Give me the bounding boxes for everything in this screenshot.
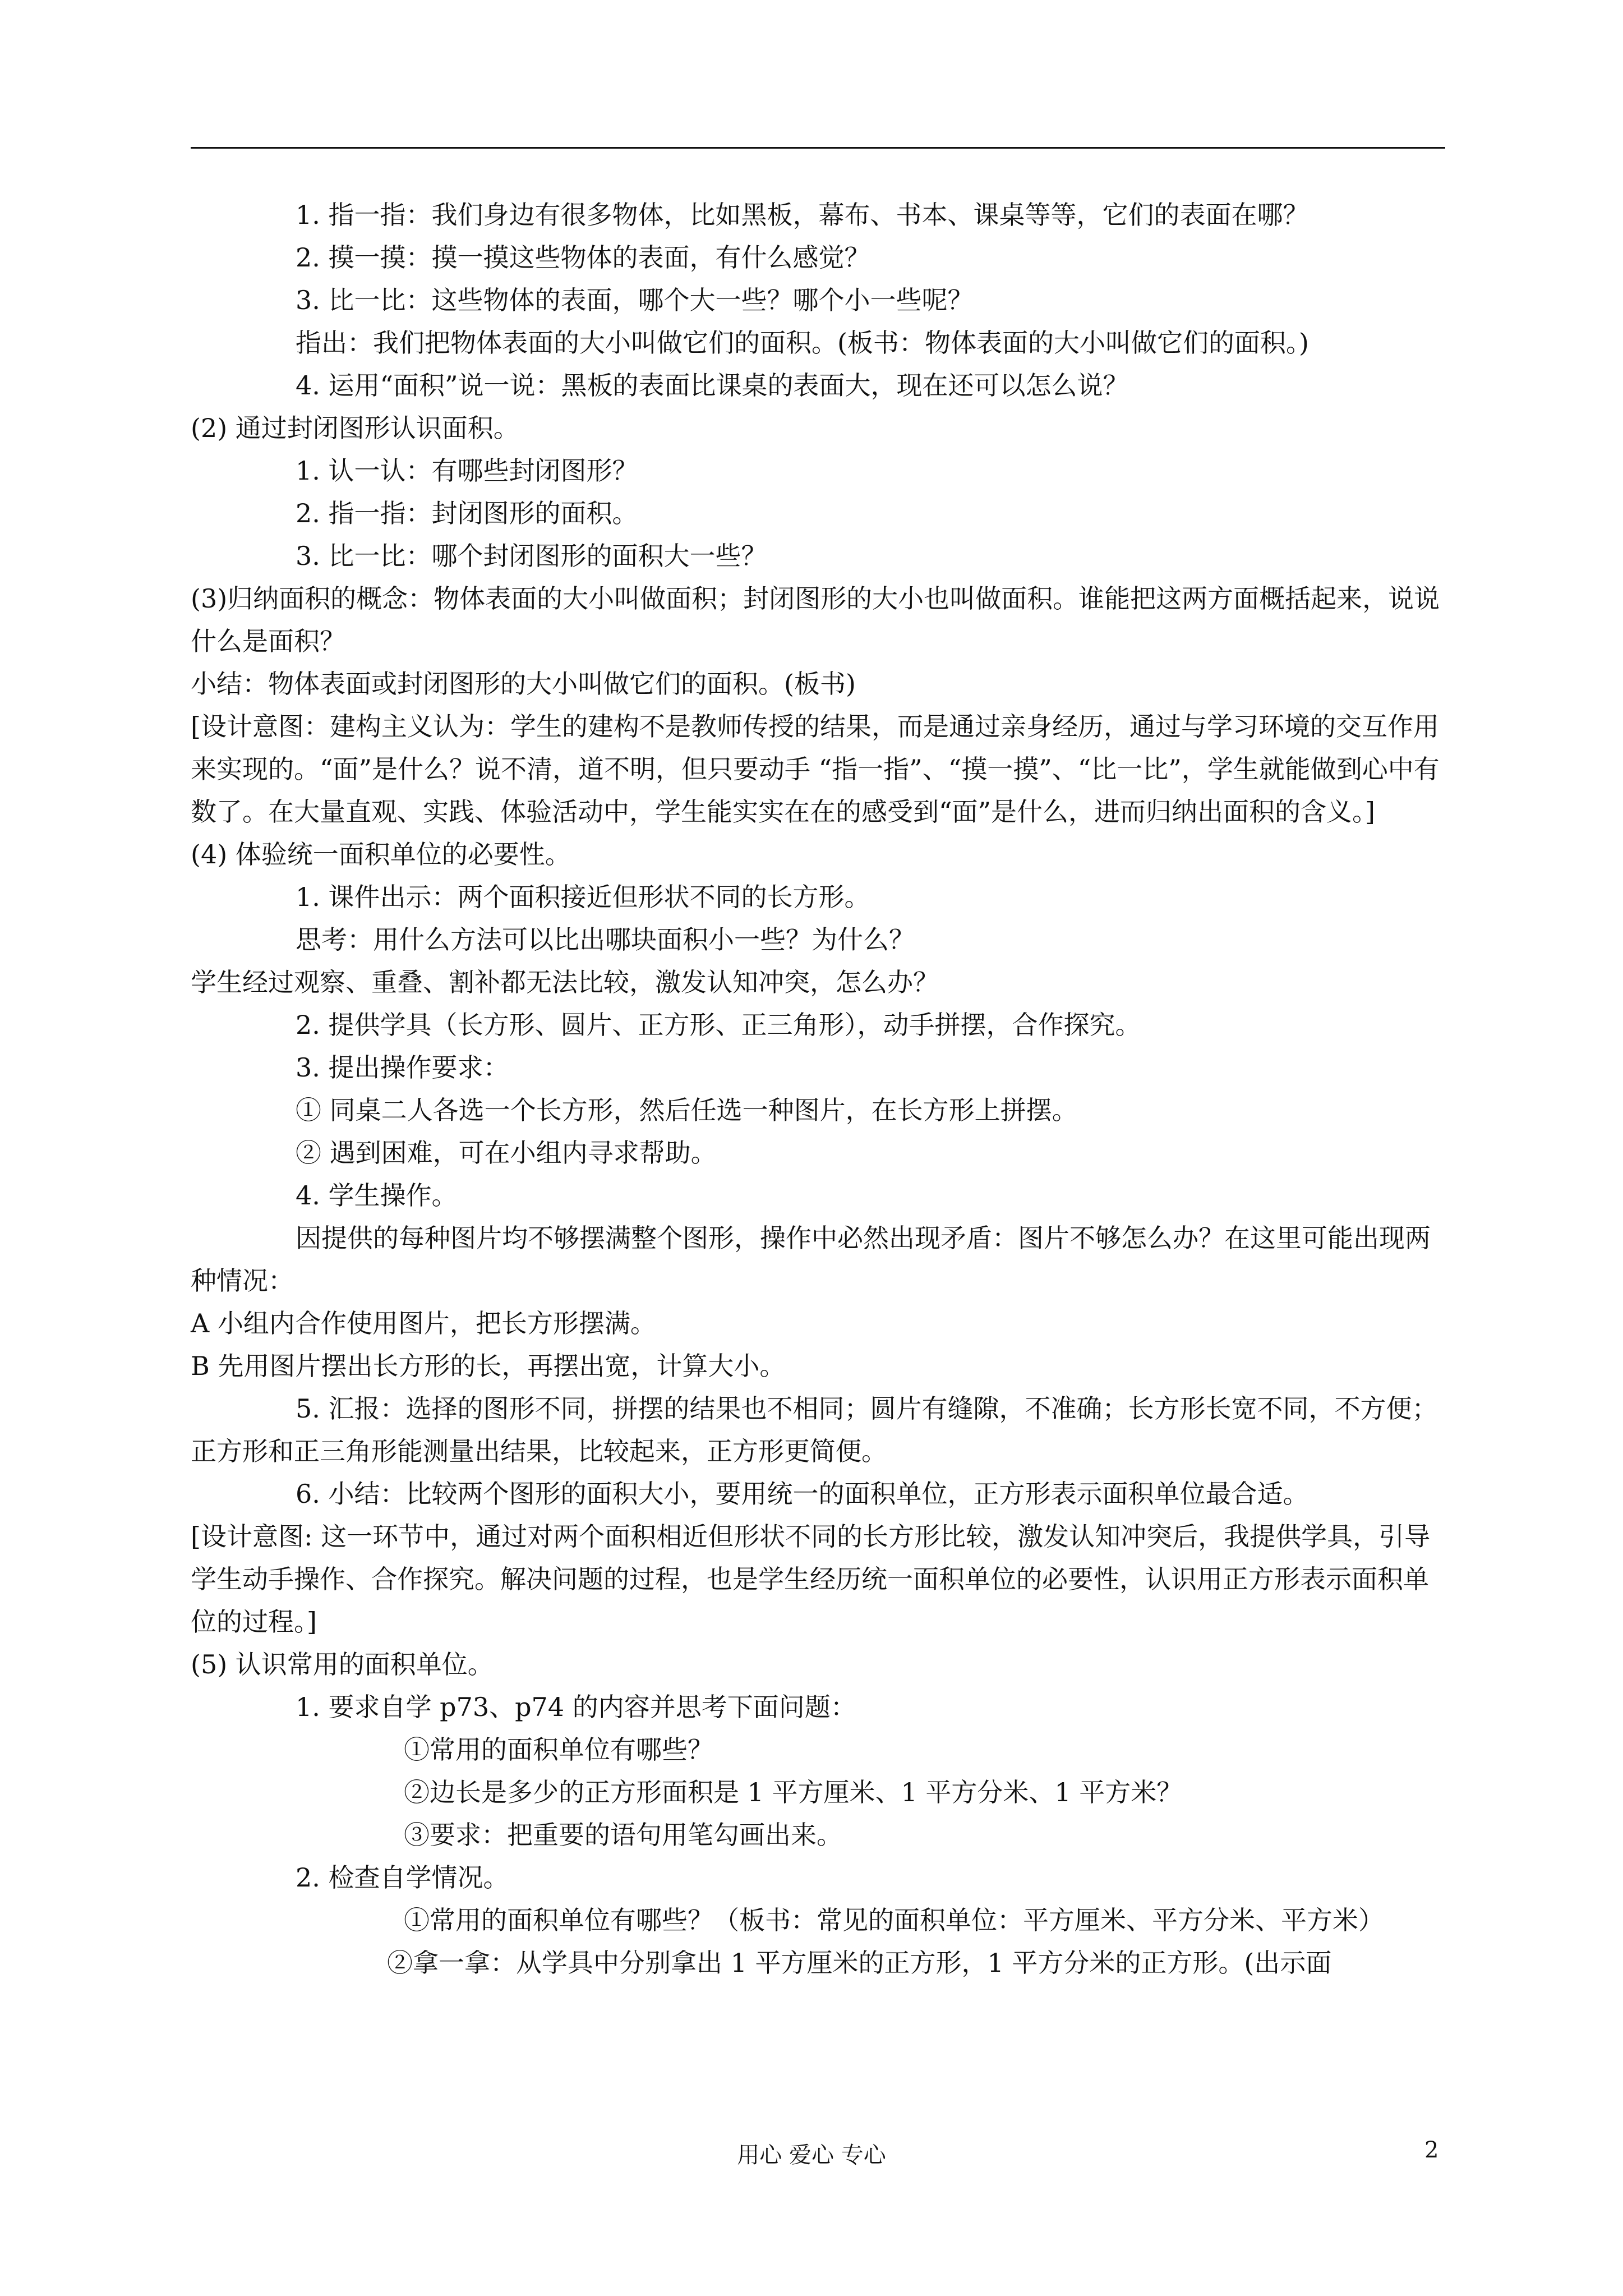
section-heading: (2) 通过封闭图形认识面积。 — [191, 413, 519, 443]
paragraph: 因提供的每种图片均不够摆满整个图形，操作中必然出现矛盾：图片不够怎么办？在这里可能出现两种情况： — [191, 1223, 1431, 1296]
text-line: 3. 比一比：这些物体的表面，哪个大一些？哪个小一些呢？ — [296, 285, 974, 315]
footer-text: 用心 爱心 专心 — [737, 2142, 886, 2168]
text-line: 思考：用什么方法可以比出哪块面积小一些？为什么？ — [296, 924, 915, 955]
paragraph: (3)归纳面积的概念：物体表面的大小叫做面积；封闭图形的大小也叫做面积。谁能把这两方面概括起来，说说什么是面积？ — [191, 583, 1440, 656]
text-line: 2. 指一指：封闭图形的面积。 — [296, 498, 638, 528]
text-line: 4. 学生操作。 — [296, 1180, 458, 1211]
header-rule — [191, 147, 1445, 149]
text-line: ①常用的面积单位有哪些？ — [404, 1734, 713, 1765]
text-line: A 小组内合作使用图片，把长方形摆满。 — [191, 1308, 656, 1338]
text-line: 学生经过观察、重叠、割补都无法比较，激发认知冲突，怎么办？ — [191, 967, 939, 997]
design-intent-paragraph: [设计意图: 这一环节中，通过对两个面积相近但形状不同的长方形比较，激发认知冲突后，我提供学具，引导学生动手操作、合作探究。解决问题的过程，也是学生经历统一面积单位的必要性，认识用正方形表示面积单位的过程。] — [191, 1521, 1431, 1637]
text-line: ① 同桌二人各选一个长方形，然后任选一种图片，在长方形上拼摆。 — [296, 1095, 1078, 1125]
section-heading: (4) 体验统一面积单位的必要性。 — [191, 839, 571, 869]
text-line: 指出：我们把物体表面的大小叫做它们的面积。(板书：物体表面的大小叫做它们的面积。) — [296, 328, 1309, 358]
section-heading: (5) 认识常用的面积单位。 — [191, 1649, 494, 1680]
text-line: 2. 提供学具（长方形、圆片、正方形、正三角形），动手拼摆，合作探究。 — [296, 1010, 1141, 1040]
text-line: 2. 检查自学情况。 — [296, 1862, 509, 1893]
text-line: 1. 课件出示：两个面积接近但形状不同的长方形。 — [296, 882, 870, 912]
text-line: 3. 提出操作要求： — [296, 1052, 509, 1083]
text-line: 1. 认一认：有哪些封闭图形？ — [296, 455, 638, 486]
text-line: ③要求：把重要的语句用笔勾画出来。 — [404, 1820, 842, 1850]
text-line: 小结：物体表面或封闭图形的大小叫做它们的面积。(板书) — [191, 669, 856, 699]
text-line: 3. 比一比：哪个封闭图形的面积大一些？ — [296, 541, 767, 571]
document-body — [191, 194, 1445, 1984]
design-intent-paragraph: [设计意图：建构主义认为：学生的建构不是教师传授的结果，而是通过亲身经历，通过与学习环境的交互作用来实现的。“面”是什么？说不清，道不明，但只要动手 “指一指”、“摸一摸”、“比一比”，学生就能做到心中有数了。在大量直观、实践、体验活动中，学生能实实在在的感受到“面”是什么，进而归纳出面积的含义。] — [191, 711, 1440, 827]
text-line: B 先用图片摆出长方形的长，再摆出宽，计算大小。 — [191, 1351, 786, 1381]
text-line: ② 遇到困难，可在小组内寻求帮助。 — [296, 1138, 717, 1168]
text-line: 1. 指一指：我们身边有很多物体，比如黑板，幕布、书本、课桌等等，它们的表面在哪？ — [296, 200, 1309, 230]
paragraph: ①常用的面积单位有哪些？（板书：常见的面积单位：平方厘米、平方分米、平方米） — [404, 1905, 1384, 1935]
text-line: 1. 要求自学 p73、p74 的内容并思考下面问题： — [296, 1692, 856, 1722]
text-line: 4. 运用“面积”说一说：黑板的表面比课桌的表面大，现在还可以怎么说？ — [296, 370, 1129, 401]
text-line: 2. 摸一摸：摸一摸这些物体的表面，有什么感觉？ — [296, 242, 870, 273]
page-number: 2 — [1424, 2137, 1439, 2163]
text-line: ②拿一拿：从学具中分别拿出 1 平方厘米的正方形，1 平方分米的正方形。(出示面 — [387, 1948, 1332, 1978]
text-line: ②边长是多少的正方形面积是 1 平方厘米、1 平方分米、1 平方米？ — [404, 1777, 1183, 1807]
paragraph: 5. 汇报：选择的图形不同，拼摆的结果也不相同；圆片有缝隙，不准确；长方形长宽不同，不方便；正方形和正三角形能测量出结果，比较起来，正方形更简便。 — [191, 1393, 1438, 1466]
text-line: 6. 小结：比较两个图形的面积大小，要用统一的面积单位，正方形表示面积单位最合适。 — [296, 1479, 1309, 1509]
